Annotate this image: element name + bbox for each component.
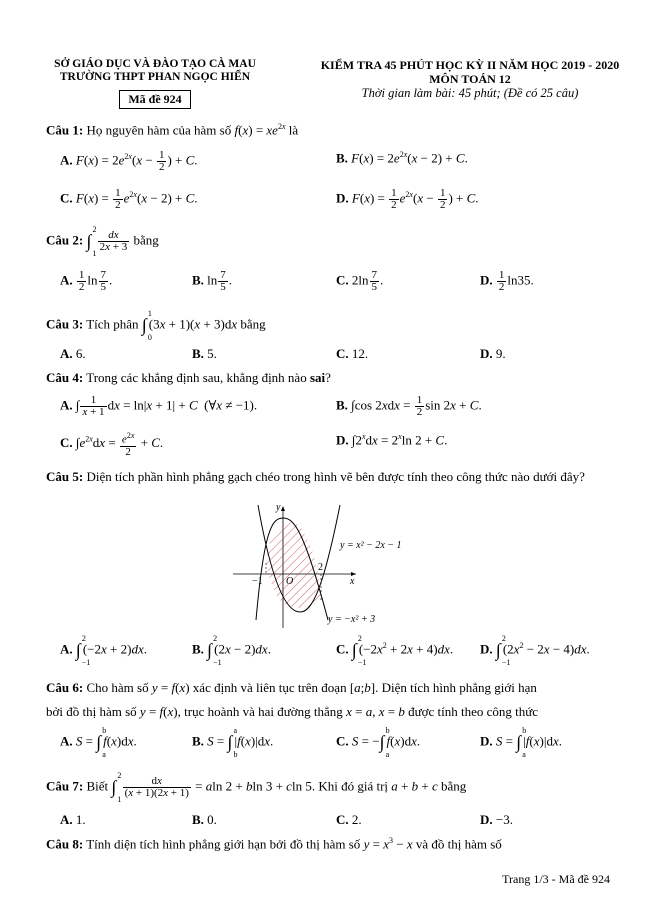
opt-value: 0	[207, 812, 214, 827]
question-8: Câu 8: Tính diện tích hình phẳng giới hạn bởi đồ thị hàm số $y = x^3 - x$ và đồ thị hàm số	[46, 836, 502, 852]
q4-option-b[interactable]: B. ∫cos 2xdx = $\frac{1}{2}$ sin 2x + C.	[336, 394, 482, 418]
label-curve-downward: y = −x² + 3	[328, 614, 376, 625]
opt-letter: A.	[60, 397, 73, 413]
opt-letter: D.	[336, 432, 349, 448]
q1-option-c[interactable]: C. F(x) = $\frac{1}{2}$ $e^{2x}(x - 2) + C$.	[60, 187, 198, 211]
tick-two: 2	[318, 562, 323, 573]
opt-letter: A.	[60, 641, 73, 657]
q5-option-b[interactable]: B. ∫ 2 −1 (2x − 2)dx.	[192, 634, 271, 667]
q6-text2a: bởi đồ thị hàm số	[46, 704, 137, 719]
q5-option-d[interactable]: D. ∫ 2 −1 $(2x^2 - 2x - 4)dx$.	[480, 634, 590, 667]
question-6-line2: bởi đồ thị hàm số y = f(x), trục hoành và hai đường thẳng x = a, x = b được tính theo công thức	[46, 704, 539, 719]
opt-letter: B.	[336, 150, 348, 166]
q5-option-c[interactable]: C. ∫ 2 −1 $(-2x^2 + 2x + 4)dx$.	[336, 634, 454, 667]
q7-option-c[interactable]: C. 2.	[336, 812, 362, 827]
q4-text: Trong các khẳng định sau, khẳng định nào	[86, 370, 307, 385]
q3-option-d[interactable]: D. 9.	[480, 346, 506, 361]
q2-option-d[interactable]: D. $\frac{1}{2}$ ln35.	[480, 269, 534, 293]
q4-option-c[interactable]: C. $\int e^{2x}dx$ = $\frac{e^{2x}}{2}$ + C.	[60, 431, 164, 458]
q3-label: Câu 3:	[46, 316, 84, 332]
opt-letter: A.	[60, 152, 73, 168]
opt-letter: B.	[192, 812, 204, 827]
question-5	[46, 468, 612, 486]
opt-letter: A.	[60, 733, 73, 749]
question-1: Câu 1: Họ nguyên hàm của hàm số $f(x) = xe^{2x}$ là	[46, 122, 299, 138]
question-3: Câu 3: Tích phân ∫ 1 0 (3x + 1)(x + 3)dx bằng	[46, 309, 266, 342]
question-4	[46, 370, 331, 386]
q4-qmark: ?	[325, 370, 331, 385]
q6-text1c: . Diện tích hình phẳng giới hạn	[375, 680, 537, 695]
opt-letter: A.	[60, 812, 73, 827]
opt-letter: D.	[480, 733, 493, 749]
q6-option-a[interactable]: A. S = ∫ b a f(x)dx.	[60, 726, 137, 759]
opt-letter: A.	[60, 346, 73, 361]
opt-letter: A.	[60, 272, 73, 288]
opt-letter: B.	[336, 397, 348, 413]
q1-option-b[interactable]: B. $F(x) = 2e^{2x}(x - 2) + C$.	[336, 150, 468, 166]
opt-letter: C.	[336, 346, 349, 361]
header-right	[310, 58, 630, 100]
opt-letter: C.	[336, 812, 349, 827]
opt-value: 6	[75, 346, 83, 361]
y-arrow-icon	[281, 506, 285, 511]
q7-option-a[interactable]: A. 1.	[60, 812, 86, 827]
q3-tail: bằng	[240, 316, 266, 332]
opt-letter: D.	[336, 190, 349, 206]
opt-value: −3	[495, 812, 510, 827]
opt-value: 12	[351, 346, 365, 361]
opt-letter: B.	[192, 346, 204, 361]
q3-option-c[interactable]: C. 12.	[336, 346, 369, 361]
q6-text1b: xác định và liên tục trên đoạn	[192, 680, 347, 695]
q5-option-a[interactable]: A. ∫ 2 −1 (−2x + 2)dx.	[60, 634, 147, 667]
y-label: y	[276, 502, 281, 513]
question-6-line1: Câu 6: Cho hàm số y = f(x) xác định và liên tục trên đoạn [a;b]. Diện tích hình phẳng giới hạn	[46, 680, 537, 695]
q4-label: Câu 4:	[46, 370, 84, 385]
q1-tail: là	[288, 122, 299, 138]
q2-option-c[interactable]: C. 2ln $\frac{7}{5}$ .	[336, 269, 384, 293]
q6-text2c: được tính theo công thức	[408, 704, 539, 719]
q2-option-a[interactable]: A. $\frac{1}{2}$ ln $\frac{7}{5}$ .	[60, 269, 113, 293]
q3-text: Tích phân	[86, 316, 139, 332]
time-note: Thời gian làm bài: 45 phút; (Đề có 25 câu)	[361, 86, 579, 100]
exam-title: KIỂM TRA 45 PHÚT HỌC KỲ II NĂM HỌC 2019 - 2020	[320, 58, 620, 72]
opt-letter: C.	[60, 190, 73, 206]
shaded-region	[266, 523, 321, 608]
q1-label: Câu 1:	[46, 122, 84, 138]
q6-option-b[interactable]: B. S = ∫ a b |f(x)|dx.	[192, 726, 274, 759]
department: SỞ GIÁO DỤC VÀ ĐÀO TẠO CÀ MAU	[54, 58, 256, 70]
opt-value: 5	[207, 346, 214, 361]
header-left	[40, 58, 270, 109]
page-footer: Trang 1/3 - Mã đề 924	[502, 872, 610, 886]
q3-option-b[interactable]: B. 5.	[192, 346, 217, 361]
question-7: Câu 7: Biết ∫ 2 1 $\frac{dx}{(x + 1)(2x + 1)}$ = aln 2 + bln 3 + cln 5. Khi đó giá trị a + b + c bằng	[46, 771, 467, 804]
subject: MÔN TOÁN 12	[429, 72, 511, 86]
q8-text2: và đồ thị hàm số	[415, 836, 502, 852]
q7-option-d[interactable]: D. −3.	[480, 812, 513, 827]
tick-minus-one: −1	[252, 576, 263, 587]
q6-label: Câu 6:	[46, 680, 84, 695]
opt-letter: B.	[192, 641, 204, 657]
opt-value: 1	[75, 812, 83, 827]
q4-emphasis: sai	[309, 370, 326, 385]
q5-text1: Diện tích phần hình phẳng gạch chéo trong hình vẽ bên được tính theo công thức nào	[86, 469, 530, 484]
label-curve-upward: y = x² − 2x − 1	[340, 540, 402, 551]
q6-text2b: , trục hoành và hai đường thẳng	[177, 704, 343, 719]
q3-option-a[interactable]: A. 6.	[60, 346, 86, 361]
opt-letter: B.	[192, 272, 204, 288]
opt-letter: C.	[336, 733, 349, 749]
q2-label: Câu 2:	[46, 232, 84, 248]
q5-label: Câu 5:	[46, 469, 84, 484]
opt-letter: B.	[192, 733, 204, 749]
q2-option-b[interactable]: B. ln $\frac{7}{5}$ .	[192, 269, 233, 293]
q6-text1a: Cho hàm số	[86, 680, 149, 695]
q8-text: Tính diện tích hình phẳng giới hạn bởi đồ thị hàm số	[86, 836, 361, 852]
q4-option-d[interactable]: D. $\int 2^xdx = 2^x\ln$ 2 + C.	[336, 432, 448, 448]
q5-text2: dưới đây?	[533, 469, 585, 484]
opt-letter: D.	[480, 812, 493, 827]
q1-text: Họ nguyên hàm của hàm số	[86, 122, 232, 138]
q7-tail: bằng	[440, 778, 467, 794]
x-label: x	[350, 576, 355, 587]
q1-option-a[interactable]: A. $F(x) = 2e^{2x}(x$ − $\frac{1}{2}$ ) + C.	[60, 149, 198, 173]
opt-letter: C.	[336, 641, 349, 657]
q7-text2: . Khi đó giá trị	[311, 778, 389, 794]
opt-value: 2	[351, 812, 359, 827]
area-graph	[228, 500, 448, 630]
opt-letter: D.	[480, 272, 493, 288]
opt-letter: C.	[336, 272, 349, 288]
q6-option-d[interactable]: D. S = ∫ b a |f(x)|dx.	[480, 726, 562, 759]
q7-label: Câu 7:	[46, 778, 84, 794]
origin-label: O	[286, 576, 294, 587]
q2-tail: bằng	[133, 232, 159, 248]
question-2: Câu 2: ∫ 2 1 $\frac{dx}{2x + 3}$ bằng	[46, 225, 159, 258]
q8-label: Câu 8:	[46, 836, 84, 852]
school-name: TRƯỜNG THPT PHAN NGỌC HIỂN	[59, 71, 251, 83]
q4-option-a[interactable]: A. ∫ $\frac{1}{x + 1}$ dx = ln|x + 1| + C (∀x ≠ −1).	[60, 394, 258, 418]
q6-option-c[interactable]: C. S = −∫ b a f(x)dx.	[336, 726, 421, 759]
opt-letter: D.	[480, 641, 493, 657]
opt-letter: C.	[60, 434, 73, 450]
q1-option-d[interactable]: D. F(x) = $\frac{1}{2}$ $e^{2x}(x$ − $\frac{1}{2}$ ) + C.	[336, 187, 479, 211]
opt-letter: D.	[480, 346, 493, 361]
q7-text: Biết	[86, 778, 109, 794]
q7-option-b[interactable]: B. 0.	[192, 812, 217, 827]
exam-code-box: Mã đề 924	[119, 90, 190, 109]
opt-value: 9	[495, 346, 503, 361]
